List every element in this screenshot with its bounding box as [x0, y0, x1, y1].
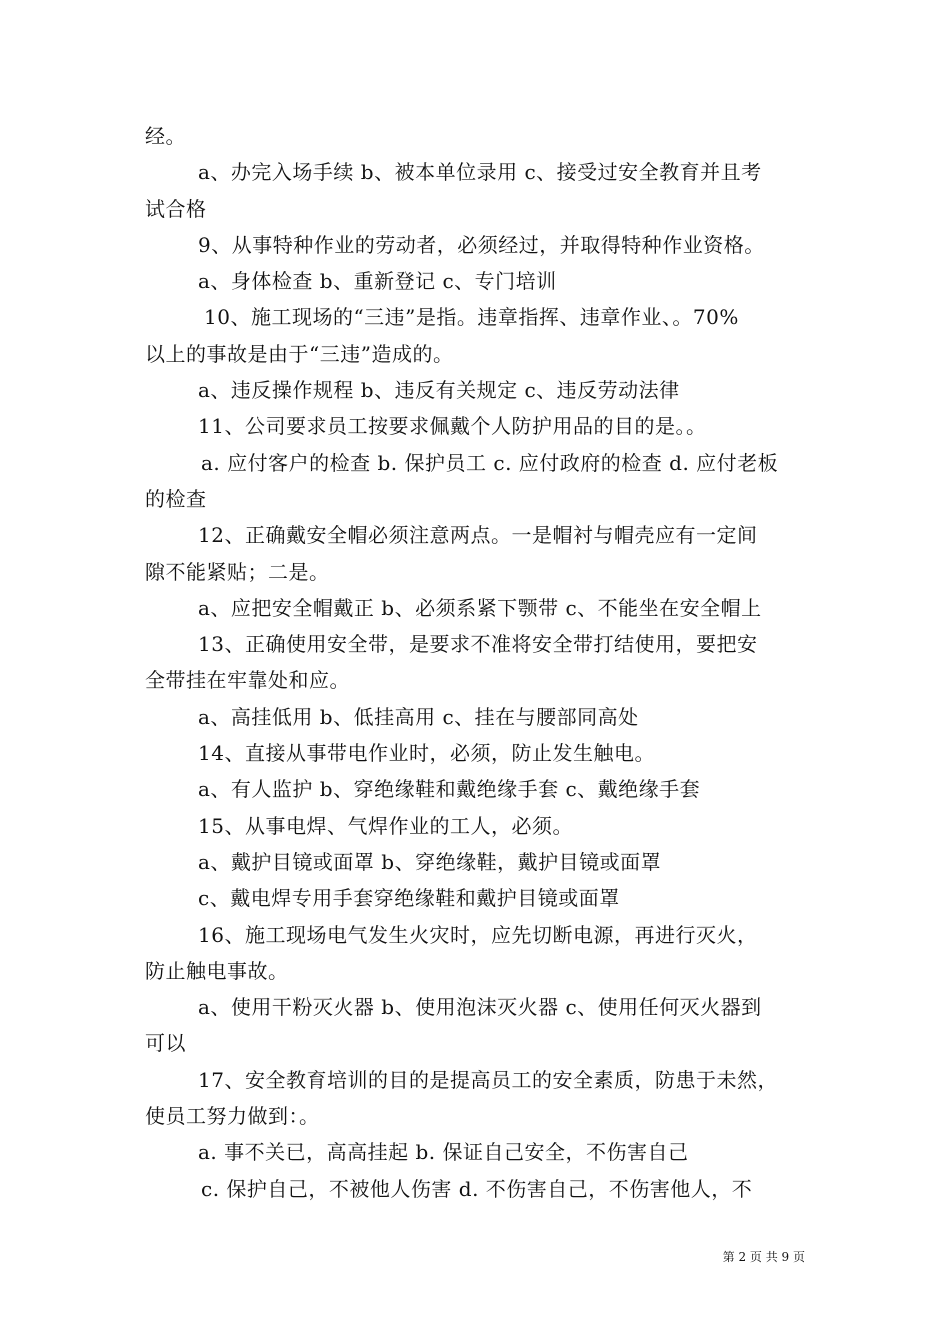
text-line: 可以: [145, 1031, 186, 1056]
text-line: 隙不能紧贴；二是。: [145, 559, 330, 584]
question-16: 16、施工现场电气发生火灾时，应先切断电源，再进行灭火，: [198, 922, 758, 947]
answer-options: a. 事不关已，高高挂起 b. 保证自己安全，不伤害自己: [198, 1140, 689, 1165]
question-15: 15、从事电焊、气焊作业的工人，必须。: [198, 813, 573, 838]
text-line: 防止触电事故。: [145, 958, 289, 983]
answer-options: c. 保护自己，不被他人伤害 d. 不伤害自己，不伤害他人，不: [201, 1176, 753, 1201]
answer-options: a、应把安全帽戴正 b、必须系紧下颚带 c、不能坐在安全帽上: [198, 595, 762, 620]
answer-options: a、办完入场手续 b、被本单位录用 c、接受过安全教育并且考: [198, 160, 762, 185]
text-line: 试合格: [145, 196, 207, 221]
answer-options: a、戴护目镜或面罩 b、穿绝缘鞋，戴护目镜或面罩: [198, 849, 662, 874]
answer-options: a、有人监护 b、穿绝缘鞋和戴绝缘手套 c、戴绝缘手套: [198, 777, 701, 802]
question-17: 17、安全教育培训的目的是提高员工的安全素质，防患于未然，: [198, 1067, 778, 1092]
question-10: 10、施工现场的“三违”是指。违章指挥、违章作业、。70%: [204, 305, 739, 330]
question-13: 13、正确使用安全带，是要求不准将安全带打结使用，要把安: [198, 632, 758, 657]
document-body: [145, 118, 815, 1207]
text-line: 全带挂在牢靠处和应。: [145, 668, 350, 693]
page-number: 第 2 页 共 9 页: [722, 1250, 805, 1264]
answer-options: a、违反操作规程 b、违反有关规定 c、违反劳动法律: [198, 378, 680, 403]
answer-options: a、高挂低用 b、低挂高用 c、挂在与腰部同高处: [198, 704, 639, 729]
text-line: 以上的事故是由于“三违”造成的。: [145, 341, 454, 366]
answer-options: a、身体检查 b、重新登记 c、专门培训: [198, 269, 557, 294]
question-11: 11、公司要求员工按要求佩戴个人防护用品的目的是。。: [198, 414, 707, 439]
text-line: 经。: [145, 124, 186, 148]
question-9: 9、从事特种作业的劳动者，必须经过，并取得特种作业资格。: [198, 232, 765, 257]
answer-options: a、使用干粉灭火器 b、使用泡沫灭火器 c、使用任何灭火器到: [198, 995, 762, 1020]
answer-options: c、戴电焊专用手套穿绝缘鞋和戴护目镜或面罩: [198, 886, 620, 911]
answer-options: a. 应付客户的检查 b. 保护员工 c. 应付政府的检查 d. 应付老板: [201, 450, 779, 475]
text-line: 的检查: [145, 486, 207, 511]
text-line: 使员工努力做到：。: [145, 1104, 320, 1129]
question-12: 12、正确戴安全帽必须注意两点。一是帽衬与帽壳应有一定间: [198, 523, 758, 548]
question-14: 14、直接从事带电作业时，必须，防止发生触电。: [198, 741, 655, 766]
